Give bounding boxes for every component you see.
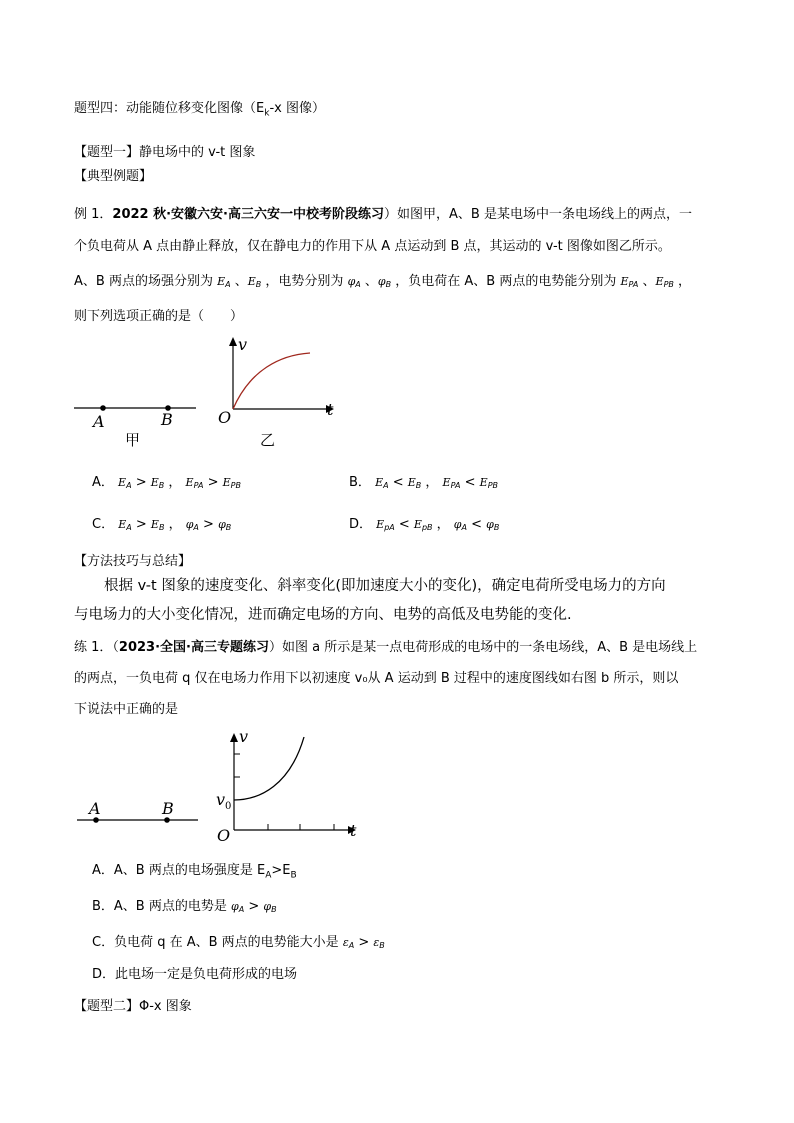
point-a2-dot xyxy=(93,817,99,823)
example1-line3: A、B 两点的场强分别为 $E_A$ 、$E_B$ ，电势分别为 $\varphi_A$ 、$\varphi_B$ ，负电荷在 A、B 两点的电势能分别为 $E_{PA}$ 、$E_{PB}$ ， xyxy=(74,274,692,289)
method-text-2: 与电场力的大小变化情况，进而确定电场的方向、电势的高低及电势能的变化. xyxy=(74,607,572,623)
label-a: A xyxy=(93,412,105,431)
point-a-dot xyxy=(100,405,106,411)
example1-line3b: ，电势分别为 xyxy=(265,274,344,289)
v-axis-arrow xyxy=(229,337,237,346)
label-jia: 甲 xyxy=(125,431,141,449)
method-title: 【方法技巧与总结】 xyxy=(74,554,192,569)
practice1-line1-rest: ）如图 a 所示是某一点电荷形成的电场中的一条电场线，A、B 是电场线上 xyxy=(268,640,698,655)
vt-curve-practice1 xyxy=(234,737,304,800)
example1-line3c: ，负电荷在 A、B 两点的电势能分别为 xyxy=(395,274,617,289)
practice1-line3: 下说法中正确的是 xyxy=(74,702,179,717)
label-v0: $v_0$ xyxy=(216,790,232,813)
heading-type4-prefix: 题型四：动能随位移变化图像（E xyxy=(74,101,265,116)
p1-opt-b-text: B．A、B 两点的电势是 xyxy=(92,899,227,914)
p1-opt-c-text: C．负电荷 q 在 A、B 两点的电势能大小是 xyxy=(92,935,339,950)
practice1-line1 xyxy=(74,636,697,655)
practice1-option-c[interactable]: C．负电荷 q 在 A、B 两点的电势能大小是 $\varepsilon_A > \varepsilon_B$ xyxy=(92,935,385,950)
practice1-label: 练 1．（ xyxy=(74,640,119,655)
example1-line3a: A、B 两点的场强分别为 xyxy=(74,274,213,289)
label-t: t xyxy=(327,400,334,419)
heading-type4-sub: k xyxy=(264,108,270,119)
example1-source: 2022 秋·安徽六安·高三六安一中校考阶段练习 xyxy=(112,207,384,222)
vt-curve-example1 xyxy=(233,353,310,409)
label-yi: 乙 xyxy=(260,431,276,449)
option-d-label: D． xyxy=(349,517,373,532)
example1-option-b[interactable]: B． $E_A < E_B$ ， $E_{PA} < E_{PB}$ xyxy=(349,475,498,490)
practice1-option-b[interactable]: B．A、B 两点的电势是 $\varphi_A > \varphi_B$ xyxy=(92,899,277,914)
label-o: O xyxy=(218,408,232,427)
label-v: v xyxy=(238,335,248,354)
section2-title: 【题型二】Φ-x 图象 xyxy=(74,999,192,1014)
example1-option-d[interactable]: D． $E_{pA} < E_{pB}$ ， $\varphi_A < \varphi_B$ xyxy=(349,517,500,532)
example1-label: 例 1． xyxy=(74,207,113,222)
label-o2: O xyxy=(217,826,231,845)
example1-line1-rest: ）如图甲，A、B 是某电场中一条电场线上的两点，一 xyxy=(384,207,692,222)
label-b2: B xyxy=(162,799,174,818)
example1-question: 则下列选项正确的是（ ） xyxy=(74,309,244,324)
method-text-1: 根据 v-t 图象的速度变化、斜率变化(即加速度大小的变化)，确定电荷所受电场力的方向 xyxy=(104,578,666,594)
label-t2: t xyxy=(350,821,357,840)
example1-option-a[interactable]: A． $E_A > E_B$ ， $E_{PA} > E_{PB}$ xyxy=(92,475,241,490)
point-b2-dot xyxy=(164,817,170,823)
heading-type4-suffix: -x 图像） xyxy=(269,101,325,116)
option-c-label: C． xyxy=(92,517,115,532)
example1-option-c[interactable]: C． $E_A > E_B$ ， $\varphi_A > \varphi_B$ xyxy=(92,517,232,532)
practice1-option-a[interactable]: A．A、B 两点的电场强度是 $E_A>E_B$ xyxy=(92,863,297,881)
v-axis-2-arrow xyxy=(230,733,238,742)
p1-opt-a-text: A．A、B 两点的电场强度是 E xyxy=(92,863,266,878)
option-a-label: A． xyxy=(92,475,114,490)
label-a2: A xyxy=(89,799,101,818)
typical-examples-title: 【典型例题】 xyxy=(74,169,153,184)
practice1-line2: 的两点，一负电荷 q 仅在电场力作用下以初速度 v₀从 A 运动到 B 过程中的速度图线如右图 b 所示，则以 xyxy=(74,671,679,686)
option-b-label: B． xyxy=(349,475,371,490)
example1-line2: 个负电荷从 A 点由静止释放，仅在静电力的作用下从 A 点运动到 B 点，其运动的 v-t 图像如图乙所示。 xyxy=(74,239,671,254)
practice1-option-d[interactable]: D．此电场一定是负电荷形成的电场 xyxy=(92,967,298,982)
label-b: B xyxy=(161,410,173,429)
label-v2: v xyxy=(239,727,249,746)
practice1-source: 2023·全国·高三专题练习 xyxy=(118,640,269,655)
section1-title: 【题型一】静电场中的 v-t 图象 xyxy=(74,145,256,160)
